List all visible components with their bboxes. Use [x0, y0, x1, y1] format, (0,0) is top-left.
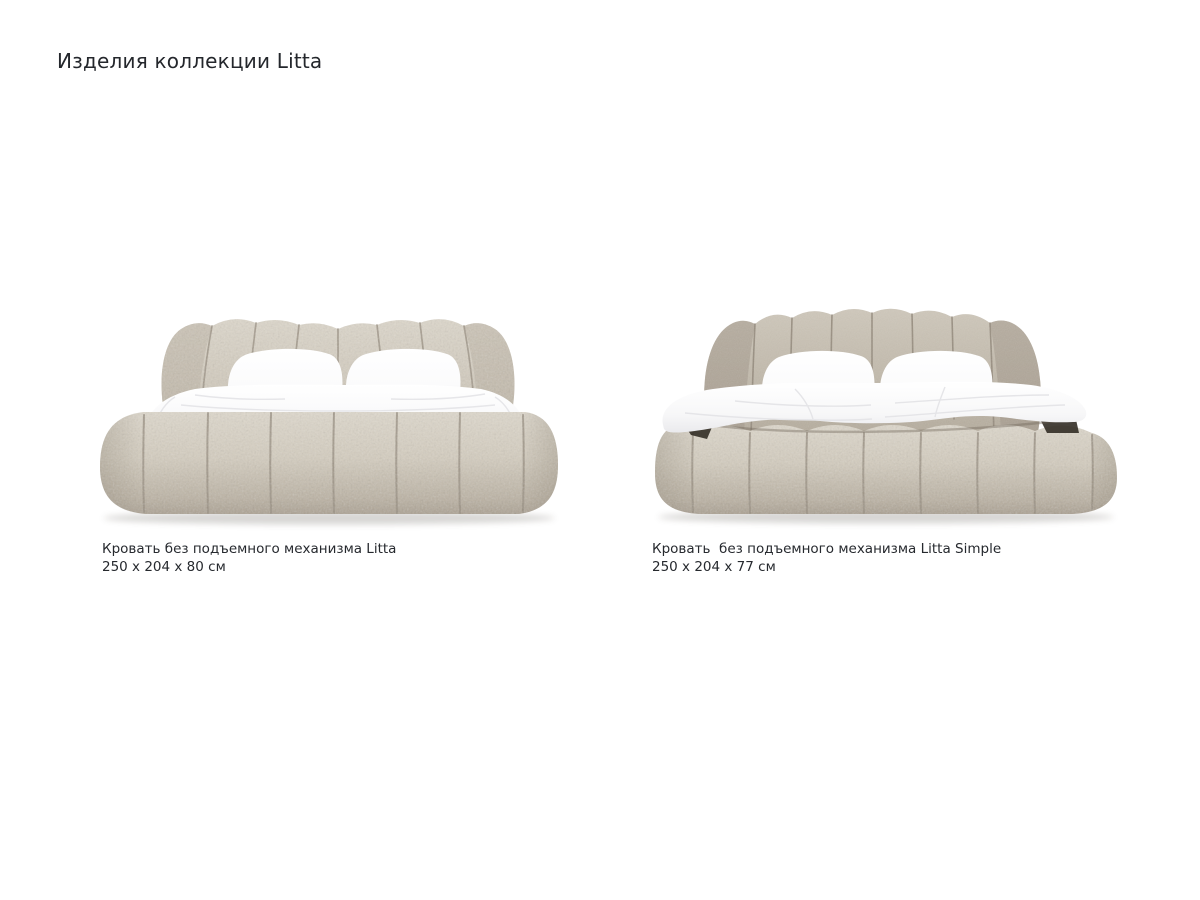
product-name: Кровать без подъемного механизма Litta	[102, 541, 397, 557]
product-card-litta-simple[interactable]	[645, 293, 1125, 576]
product-name: Кровать без подъемного механизма Litta Simple	[652, 541, 1002, 557]
bed-image-litta	[95, 293, 575, 538]
product-dimensions: 250 x 204 x 80 см	[102, 559, 226, 575]
product-dimensions: 250 x 204 x 77 см	[652, 559, 776, 575]
product-caption	[645, 540, 1125, 576]
product-caption	[95, 540, 575, 576]
bed-image-litta-simple	[645, 293, 1125, 538]
page-title: Изделия коллекции Litta	[57, 49, 323, 73]
product-card-litta[interactable]	[95, 293, 575, 576]
